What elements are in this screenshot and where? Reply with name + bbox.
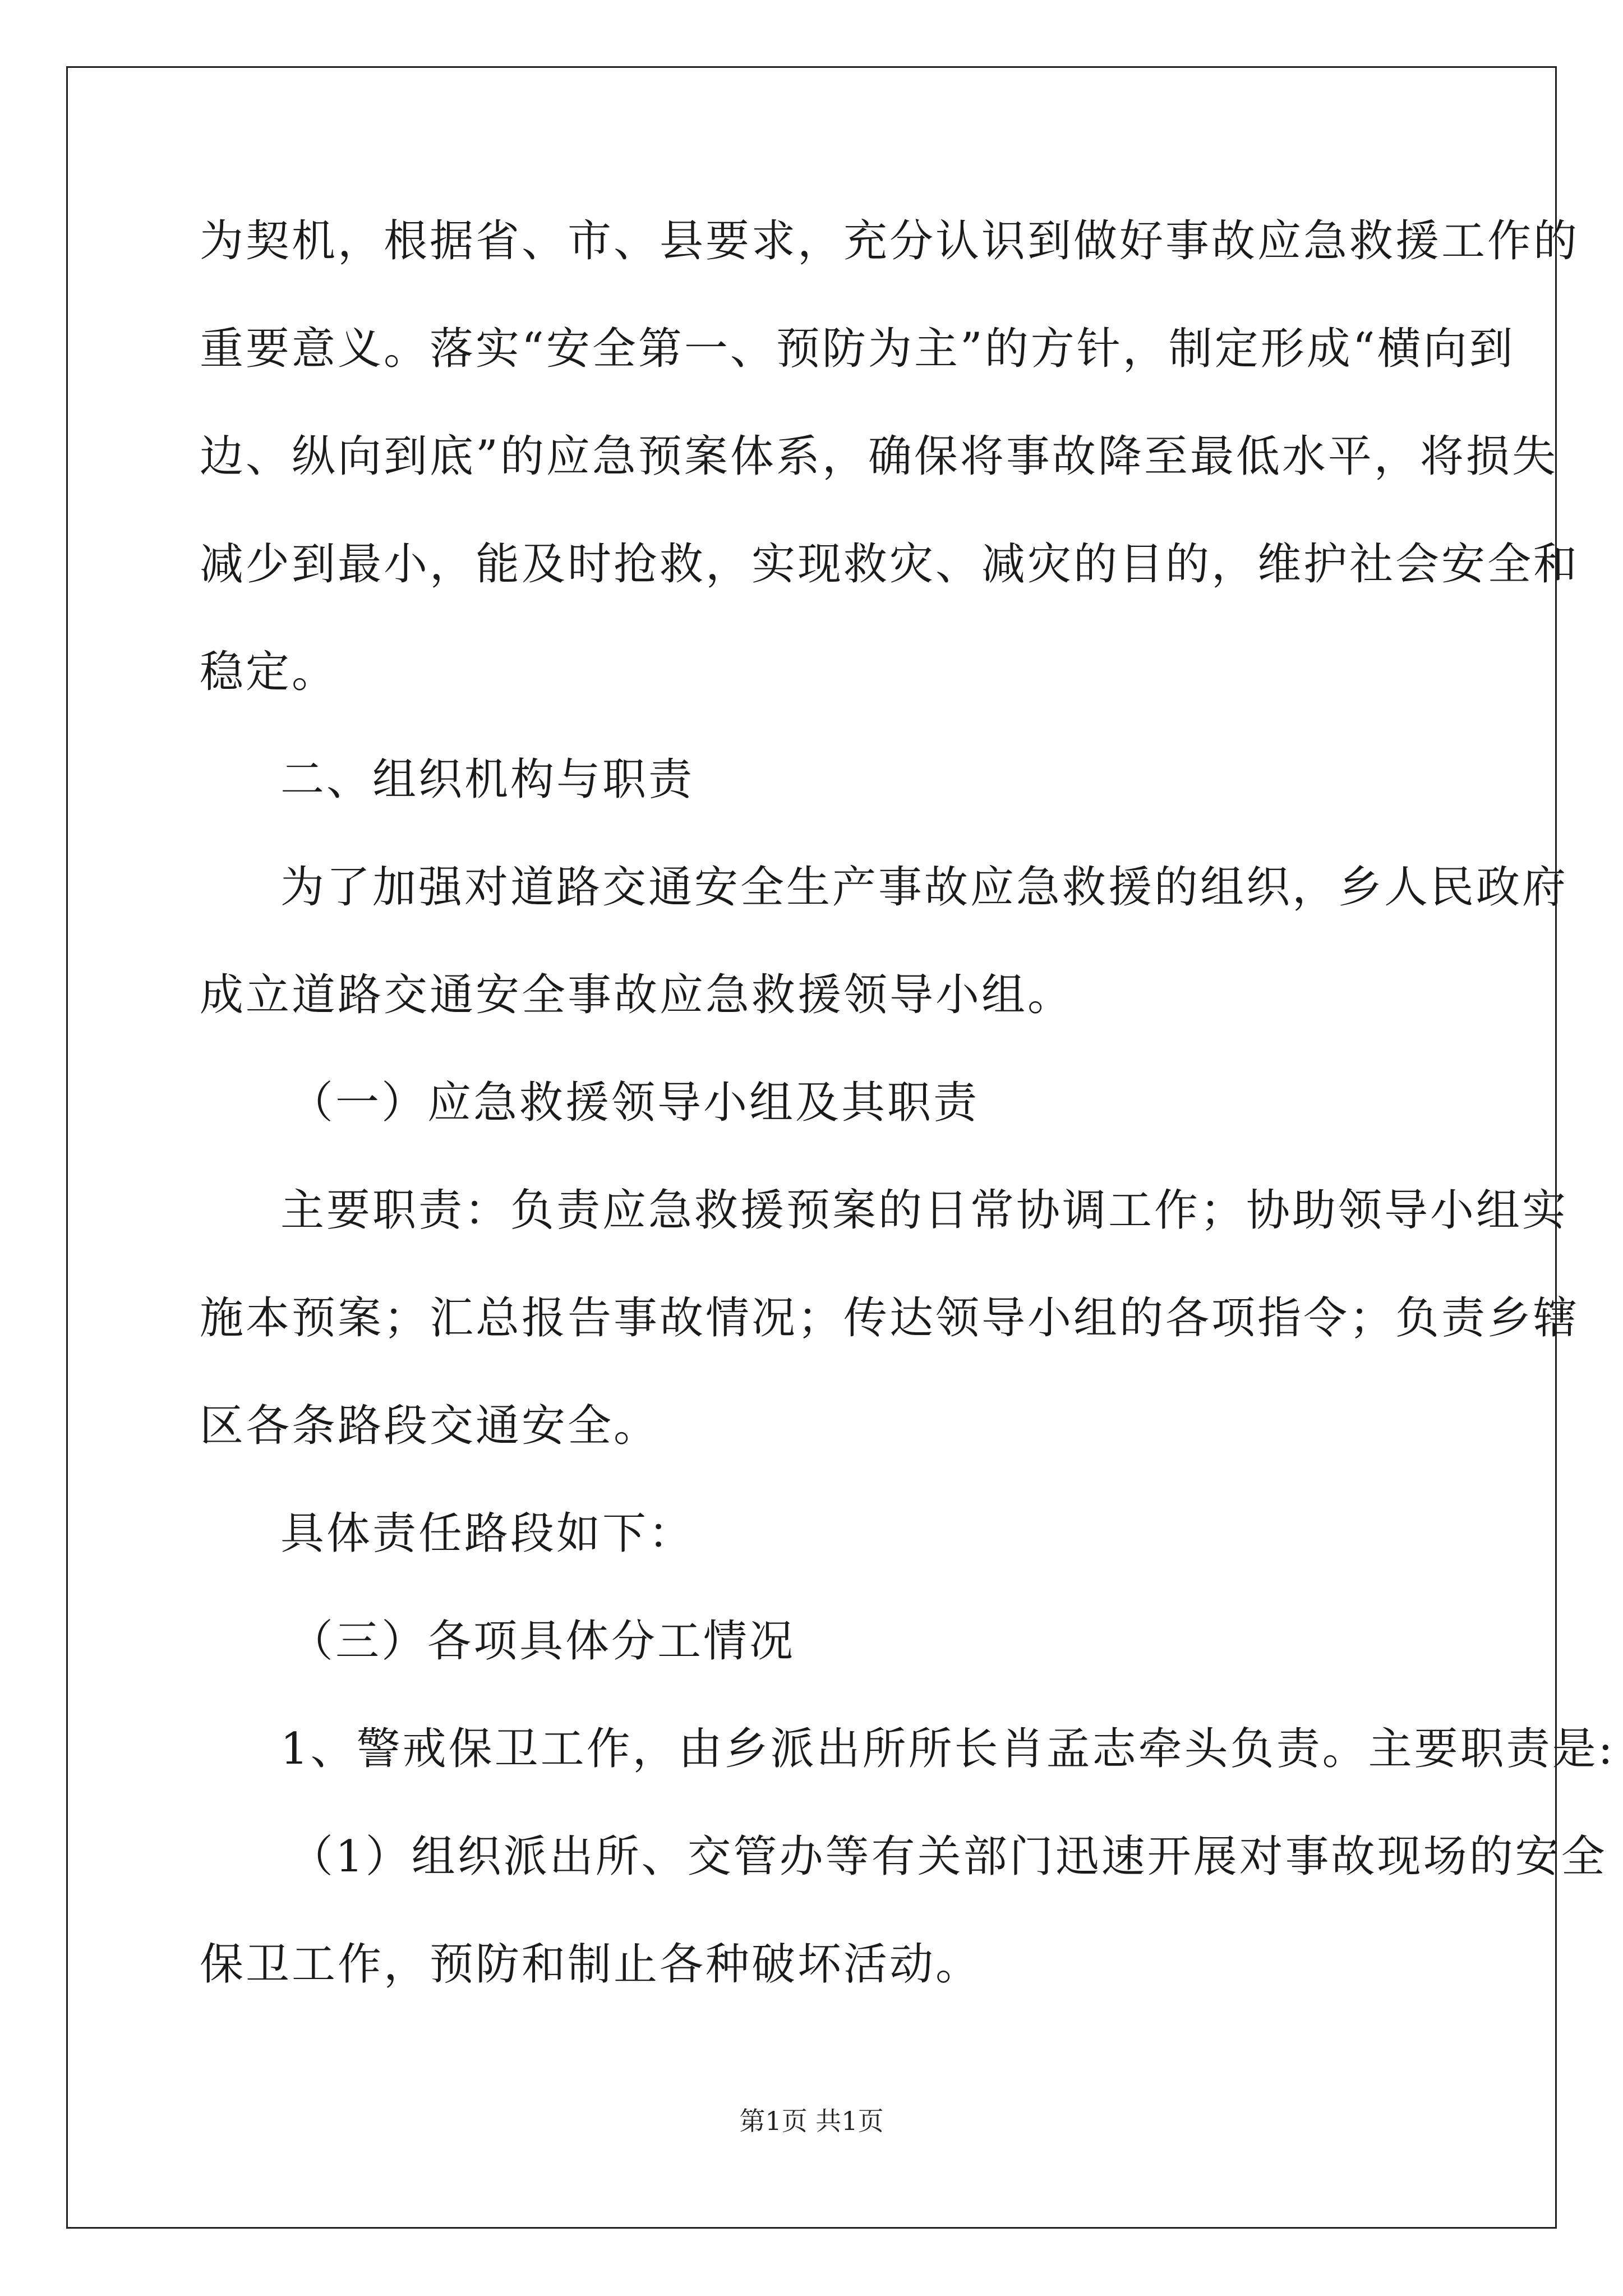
paragraph-line: 为了加强对道路交通安全生产事故应急救援的组织，乡人民政府 xyxy=(280,862,1569,913)
document-body xyxy=(200,208,1615,2039)
section-heading: 二、组织机构与职责 xyxy=(280,754,695,805)
paragraph-line: （1）组织派出所、交管办等有关部门迅速开展对事故现场的安全 xyxy=(289,1832,1607,1882)
paragraph-line: 边、纵向到底”的应急预案体系，确保将事故降至最低水平，将损失 xyxy=(200,431,1558,482)
paragraph-line: 具体责任路段如下： xyxy=(280,1508,695,1559)
paragraph-line: 为契机，根据省、市、县要求，充分认识到做好事故应急救援工作的 xyxy=(200,216,1580,266)
paragraph-line: 稳定。 xyxy=(200,647,338,697)
page-number-footer: 第1页 共1页 xyxy=(739,2106,884,2136)
paragraph-line: 区各条路段交通安全。 xyxy=(200,1401,660,1451)
paragraph-line: 保卫工作，预防和制止各种破坏活动。 xyxy=(200,1939,982,1990)
paragraph-line: 1、警戒保卫工作，由乡派出所所长肖孟志牵头负责。主要职责是: xyxy=(280,1724,1615,1774)
paragraph-line: 重要意义。落实“安全第一、预防为主”的方针，制定形成“横向到 xyxy=(200,324,1515,374)
subsection-heading: （一）应急救援领导小组及其职责 xyxy=(289,1078,980,1128)
paragraph-line: 主要职责：负责应急救援预案的日常协调工作；协助领导小组实 xyxy=(280,1185,1569,1236)
paragraph-line: 施本预案；汇总报告事故情况；传达领导小组的各项指令；负责乡辖 xyxy=(200,1293,1580,1343)
paragraph-line: 减少到最小，能及时抢救，实现救灾、减灾的目的，维护社会安全和 xyxy=(200,539,1580,590)
paragraph-line: 成立道路交通安全事故应急救援领导小组。 xyxy=(200,970,1074,1020)
subsection-heading: （三）各项具体分工情况 xyxy=(289,1616,796,1667)
